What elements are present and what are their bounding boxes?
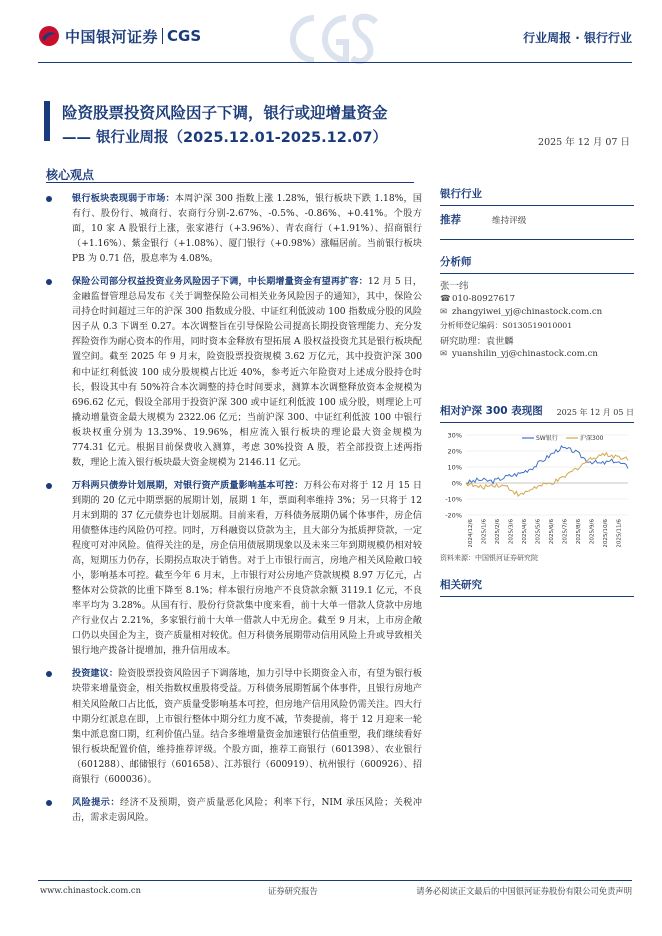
assistant-email-row (440, 348, 634, 361)
logo-icon (38, 25, 60, 47)
phone-icon: ☎ (440, 294, 451, 304)
bullet-heading: 投资建议： (72, 669, 119, 680)
bullet-dot (46, 483, 52, 489)
series-line-csi300 (466, 453, 628, 496)
logo-cn-text: 中国银河证券 (65, 27, 159, 46)
sidebar (440, 186, 634, 603)
x-tick-label: 2025/5/6 (535, 519, 542, 545)
mail-icon: ✉ (440, 307, 448, 317)
bullet-insurance-risk-factor (46, 275, 422, 471)
chart-source: 资料来源：中国银河证券研究院 (440, 554, 538, 562)
analyst-phone: 010-80927617 (452, 294, 516, 304)
analyst-cert: 分析师登记编码：S0130519010001 (440, 321, 573, 330)
bullet-heading: 保险公司部分权益投资业务风险因子下调，中长期增量资金有望再扩容： (72, 277, 368, 288)
x-tick-label: 2025/8/6 (576, 519, 582, 545)
logo-en-text: CGS (167, 27, 202, 45)
rating-key: 推荐 (440, 214, 461, 226)
core-views-list (46, 192, 422, 834)
report-category: 行业周报 · 银行行业 (523, 31, 632, 45)
header-divider (38, 62, 632, 63)
series-line-sw-bank (466, 446, 628, 484)
y-tick-label: -20% (445, 511, 462, 520)
bullet-investment-advice (46, 667, 422, 787)
y-tick-label: -10% (445, 495, 462, 504)
rating-value: 维持评级 (492, 215, 527, 226)
footer-website[interactable]: www.chinastock.com.cn (40, 885, 141, 895)
related-research-heading: 相关研究 (440, 579, 482, 591)
y-tick-label: 0% (451, 479, 462, 488)
x-tick-label: 2025/4/6 (522, 519, 528, 545)
company-logo (38, 24, 238, 48)
footer-divider (38, 880, 632, 881)
footer-disclaimer: 请务必阅读正文最后的中国银河证券股份有限公司免责声明 (416, 886, 632, 896)
bullet-text: 万科公布对将于 12 月 15 日到期的 20 亿元中期票据的展期计划，展期 1 年，票面利率维持 3%；另一只将于 12 月末到期的 37 亿元债券也计划展期。目前来看，万科债务展期仍属个体事件，房企信用债整体违约风险仍可控。同时，万科融资以贷款为主，且大部分为抵质押贷款，一定程度可对冲风险。值得关注的是，房企信用债展期现象以及未来三年到期规模仍相对较高，短期压力仍存，长期拐点取决于销售。对于上市银行而言，房地产相关风险敞口较小，影响基本可控。截至今年 6 月末，上市银行对公房地产贷款规模 8.97 万亿元，占整体对公贷款的比重下降至 8.1%；样本银行房地产不良贷款余额 3119.1 亿元，不良率平均为 3.28%。从国有行、股份行贷款集中度来看，前十大单一借款人贷款中房地产行业仅占 2.21%，多家银行前十大单一借款人中无房企。截至 9 月末，上市房企敞口仍以央国企为主，资产质量相对较优。但万科债务展期带动信用风险上升或导致相关银行地产拨备计提增加，推升信用成本。 (72, 480, 422, 657)
y-tick-label: 20% (447, 447, 462, 456)
bullet-vanke-bond-extension (46, 479, 422, 660)
rating-row (440, 212, 634, 227)
report-date: 2025 年 12 月 07 日 (538, 137, 630, 148)
x-tick-label: 2025/11/6 (616, 519, 623, 547)
sidebar-divider (440, 596, 634, 597)
bullet-dot (46, 279, 52, 285)
analyst-email-row (440, 306, 634, 319)
core-views-heading: 核心观点 (46, 168, 95, 182)
relative-performance-chart (440, 429, 634, 547)
bullet-text: 险资股票投资风险因子下调落地，加力引导中长期资金入市，有望为银行板块带来增量资金，相关指数权重股将受益。万科债务展期暂属个体事件，且银行房地产相关风险敞口占比低，资产质量受影响基本可控，但房地产信用风险仍需关注。四大行中期分红派息在即，上市银行整体中期分红力度不减，节奏提前，将于 12 月迎来一轮集中派息窗口期，红利价值凸显。结合多维增量资金加速银行估值重塑，我们继续看好银行板块配置价值，维持推荐评级。个股方面，推荐工商银行（601398）、农业银行（601288）、邮储银行（601658）、江苏银行（600919）、杭州银行（600926）、招商银行（600036）。 (72, 669, 422, 785)
bullet-dot (46, 671, 52, 677)
sidebar-divider (440, 239, 634, 240)
footer-center: 证券研究报告 (268, 886, 318, 896)
bullet-text: 本周沪深 300 指数上涨 1.28%，银行板块下跌 1.18%，国有行、股份行、城商行、农商行分别-2.67%、-0.5%、-0.86%、+0.41%。个股方面，10 家 A 股银行上涨，张家港行（+3.96%）、青农商行（+1.91%）、招商银行（+1.16%）、紫金银行（+1.08%）、厦门银行（+0.98%）涨幅居前。当前银行板块 PB 为 0.71 倍，股息率为 4.08%。 (72, 194, 422, 265)
assistant-email[interactable]: yuanshilin_yj@chinastock.com.cn (452, 349, 598, 359)
analyst-name: 张一纬 (440, 281, 469, 292)
x-tick-label: 2025/2/6 (495, 519, 501, 545)
y-tick-label: 10% (447, 463, 462, 472)
research-assistant: 研究助理：袁世麟 (440, 336, 514, 347)
chart-header (440, 403, 634, 418)
title-accent-bar (44, 101, 50, 141)
page-title: 险资股票投资风险因子下调，银行或迎增量资金 (62, 104, 388, 122)
x-tick-label: 2025/10/6 (603, 519, 609, 547)
page-subtitle: —— 银行业周报（2025.12.01-2025.12.07） (62, 130, 388, 146)
legend-label: 沪深300 (580, 435, 604, 442)
x-tick-label: 2025/7/6 (562, 519, 569, 545)
bullet-text: 经济不及预期，资产质量恶化风险；利率下行，NIM 承压风险；关税冲击，需求走弱风险。 (72, 797, 422, 823)
x-tick-label: 2025/3/6 (508, 519, 515, 545)
y-tick-label: 30% (447, 431, 462, 440)
chart-title: 相对沪深 300 表现图 (440, 405, 543, 417)
logo-separator (162, 28, 163, 44)
x-tick-label: 2025/6/6 (549, 519, 555, 545)
bullet-risk-warning (46, 796, 422, 826)
sidebar-divider (440, 273, 634, 274)
chart-date: 2025 年 12 月 05 日 (556, 408, 634, 417)
mail-icon: ✉ (440, 349, 448, 359)
analyst-email[interactable]: zhangyiwei_yj@chinastock.com.cn (452, 307, 603, 317)
x-tick-label: 2025/1/6 (481, 519, 488, 545)
core-views-divider (46, 182, 414, 183)
sidebar-divider (440, 205, 634, 206)
sidebar-divider (440, 422, 634, 423)
x-tick-label: 2024/12/6 (468, 519, 474, 547)
legend-label: SW银行 (536, 435, 558, 442)
bullet-heading: 风险提示： (72, 797, 120, 808)
industry-label: 银行行业 (440, 188, 482, 200)
bullet-text: 12 月 5 日，金融监督管理总局发布《关于调整保险公司相关业务风险因子的通知》，其中，保险公司持仓时间超过三年的沪深 300 指数成分股、中证红利低波动 100 指数成分股的风险因子从 0.3 下调至 0.27。本次调整旨在引导保险公司提高长期投资管理能力、充分发挥险资作为耐心资本的作用，同时资本金释放有望拓展 A 股权益投资尤其是银行板块配置空间。截至 2025 年 9 月末，险资股票投资规模 3.62 万亿元，其中投资沪深 300 和中证红利低波 100 成分股规模占比近 40%，参考近六年险资对上述成分股持仓时长，假设其中有 50%符合本次调整的持仓时间要求，测算本次调整释放资本金规模为 696.62 亿元，假设全部用于投资沪深 300 或中证红利低波 100 成分股，则理论上可撬动增量资金最大规模为 2322.06 亿元；当前沪深 300、中证红利低波 100 中银行板块权重分别为 13.39%、19.96%，相应流入银行板块的理论最大资金规模为 774.31 亿元。根据目前保费收入测算，考虑 30%投资 A 股，若全部投资上述两指数，理论上流入银行板块最大资金规模为 2146.11 亿元。 (72, 277, 422, 468)
bullet-dot (46, 196, 52, 202)
bullet-dot (46, 800, 52, 806)
bullet-heading: 万科两只债券计划展期，对银行资产质量影响基本可控： (72, 480, 304, 491)
x-tick-label: 2025/9/6 (589, 519, 596, 545)
bullet-bank-performance (46, 192, 422, 267)
analyst-phone-row (440, 293, 634, 306)
bullet-heading: 银行板块表现弱于市场： (72, 194, 175, 204)
analyst-heading: 分析师 (440, 256, 472, 268)
